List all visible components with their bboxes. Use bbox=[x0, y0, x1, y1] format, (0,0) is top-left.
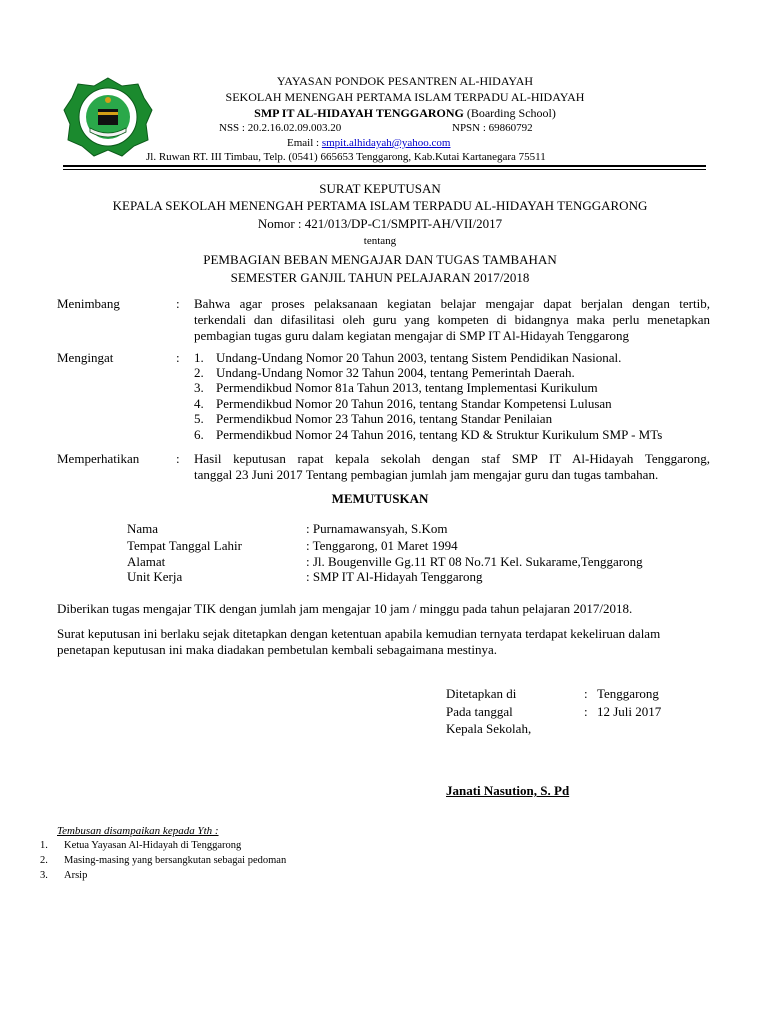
mengingat-colon: : bbox=[176, 350, 180, 365]
list-text: Undang-Undang Nomor 20 Tahun 2003, tentang Sistem Pendidikan Nasional. bbox=[216, 350, 622, 365]
list-item bbox=[194, 396, 612, 412]
list-text: Permendikbud Nomor 23 Tahun 2016, tentang Standar Penilaian bbox=[216, 411, 553, 426]
body-paragraph-2b: penetapan keputusan ini maka diadakan pembetulan kembali sebagaimana mestinya. bbox=[57, 642, 498, 657]
email-link[interactable]: smpit.alhidayah@yahoo.com bbox=[321, 137, 451, 149]
header-divider-thin bbox=[63, 169, 706, 170]
menimbang-colon: : bbox=[176, 296, 180, 311]
header-npsn: NPSN : 69860792 bbox=[452, 122, 533, 134]
tembusan-item bbox=[40, 870, 87, 881]
list-number: 5. bbox=[194, 411, 204, 426]
list-number: 6. bbox=[194, 427, 204, 442]
list-number: 1. bbox=[40, 840, 48, 851]
menimbang-line-2: terkendali dan difasilitasi oleh guru yang kompeten di bidangnya maka perlu menetapkan bbox=[194, 312, 710, 327]
list-text: Ketua Yayasan Al-Hidayah di Tenggarong bbox=[64, 840, 242, 851]
identity-label: Nama bbox=[127, 521, 159, 536]
list-item bbox=[194, 411, 552, 427]
tembusan-title: Tembusan disampaikan kepada Yth : bbox=[57, 825, 219, 837]
list-text: Permendikbud Nomor 20 Tahun 2016, tentang Standar Kompetensi Lulusan bbox=[216, 396, 612, 411]
list-number: 1. bbox=[194, 350, 204, 365]
identity-value: : Tenggarong, 01 Maret 1994 bbox=[306, 538, 458, 553]
title-tentang: tentang bbox=[363, 235, 397, 247]
header-nss: NSS : 20.2.16.02.09.003.20 bbox=[219, 122, 342, 134]
list-number: 4. bbox=[194, 396, 204, 411]
body-paragraph-2a: Surat keputusan ini berlaku sejak ditetapkan dengan ketentuan apabila kemudian ternyata terdapat kekeliruan dalam bbox=[57, 626, 661, 641]
title-subject-2: SEMESTER GANJIL TAHUN PELAJARAN 2017/2018 bbox=[230, 270, 530, 285]
identity-label: Tempat Tanggal Lahir bbox=[127, 538, 242, 553]
list-text: Undang-Undang Nomor 32 Tahun 2004, tentang Pemerintah Daerah. bbox=[216, 365, 575, 380]
tanggal-colon: : bbox=[584, 704, 588, 719]
list-item bbox=[194, 365, 575, 381]
identity-value: : SMP IT Al-Hidayah Tenggarong bbox=[306, 569, 483, 584]
identity-label: Alamat bbox=[127, 554, 166, 569]
menimbang-label: Menimbang bbox=[57, 296, 120, 311]
ditetapkan-value: Tenggarong bbox=[597, 686, 659, 701]
header-boarding: (Boarding School) bbox=[463, 106, 556, 120]
title-kepala: KEPALA SEKOLAH MENENGAH PERTAMA ISLAM TERPADU AL-HIDAYAH TENGGARONG bbox=[112, 198, 648, 213]
list-number: 2. bbox=[194, 365, 204, 380]
tembusan-item bbox=[40, 855, 286, 866]
header-school-name: SEKOLAH MENENGAH PERTAMA ISLAM TERPADU AL-HIDAYAH bbox=[225, 90, 585, 104]
signatory-name: Janati Nasution, S. Pd bbox=[446, 783, 570, 798]
header-email bbox=[287, 137, 451, 149]
list-text: Masing-masing yang bersangkutan sebagai pedoman bbox=[64, 855, 287, 866]
body-paragraph-1: Diberikan tugas mengajar TIK dengan jumlah jam mengajar 10 jam / minggu pada tahun pelajaran 2017/2018. bbox=[57, 601, 633, 616]
tanggal-label: Pada tanggal bbox=[446, 704, 513, 719]
ditetapkan-label: Ditetapkan di bbox=[446, 686, 517, 701]
list-item bbox=[194, 380, 598, 396]
memperhatikan-line-1: Hasil keputusan rapat kepala sekolah dengan staf SMP IT Al-Hidayah Tenggarong, bbox=[194, 451, 710, 466]
menimbang-line-3: pembagian tugas guru dalam kegiatan mengajar di SMP IT Al-Hidayah Tenggarong bbox=[194, 328, 629, 343]
ditetapkan-colon: : bbox=[584, 686, 588, 701]
header-foundation: YAYASAN PONDOK PESANTREN AL-HIDAYAH bbox=[276, 74, 534, 88]
title-subject-1: PEMBAGIAN BEBAN MENGAJAR DAN TUGAS TAMBAHAN bbox=[203, 252, 557, 267]
tanggal-value: 12 Juli 2017 bbox=[597, 704, 662, 719]
list-text: Permendikbud Nomor 81a Tahun 2013, tentang Implementasi Kurikulum bbox=[216, 380, 598, 395]
header-email-label: Email : bbox=[287, 137, 322, 149]
header-address: Jl. Ruwan RT. III Timbau, Telp. (0541) 665653 Tenggarong, Kab.Kutai Kartanegara 75511 bbox=[146, 151, 546, 163]
header-divider-thick bbox=[63, 165, 706, 167]
list-text: Arsip bbox=[64, 870, 88, 881]
menimbang-line-1: Bahwa agar proses pelaksanaan kegiatan belajar mengajar dapat berjalan dengan tertib, bbox=[194, 296, 710, 311]
title-nomor: Nomor : 421/013/DP-C1/SMPIT-AH/VII/2017 bbox=[257, 216, 503, 231]
list-number: 3. bbox=[194, 380, 204, 395]
memutuskan-heading: MEMUTUSKAN bbox=[331, 491, 429, 506]
header-school-short bbox=[140, 106, 670, 121]
memperhatikan-colon: : bbox=[176, 451, 180, 466]
header-school-short-bold: SMP IT AL-HIDAYAH TENGGARONG bbox=[254, 106, 464, 120]
memperhatikan-line-2: tanggal 23 Juni 2017 Tentang pembagian jumlah jam mengajar guru dan tugas tambahan. bbox=[194, 467, 659, 482]
list-number: 2. bbox=[40, 855, 48, 866]
identity-label: Unit Kerja bbox=[127, 569, 183, 584]
tembusan-item bbox=[40, 840, 241, 851]
list-text: Permendikbud Nomor 24 Tahun 2016, tentang KD & Struktur Kurikulum SMP - MTs bbox=[216, 427, 663, 442]
identity-value: : Purnamawansyah, S.Kom bbox=[306, 521, 448, 536]
signatory-role: Kepala Sekolah, bbox=[446, 721, 532, 736]
identity-value: : Jl. Bougenville Gg.11 RT 08 No.71 Kel. Sukarame,Tenggarong bbox=[306, 554, 643, 569]
title-surat: SURAT KEPUTUSAN bbox=[319, 181, 441, 196]
list-item bbox=[194, 350, 621, 366]
mengingat-label: Mengingat bbox=[57, 350, 114, 365]
list-item bbox=[194, 427, 662, 443]
list-number: 3. bbox=[40, 870, 48, 881]
memperhatikan-label: Memperhatikan bbox=[57, 451, 140, 466]
